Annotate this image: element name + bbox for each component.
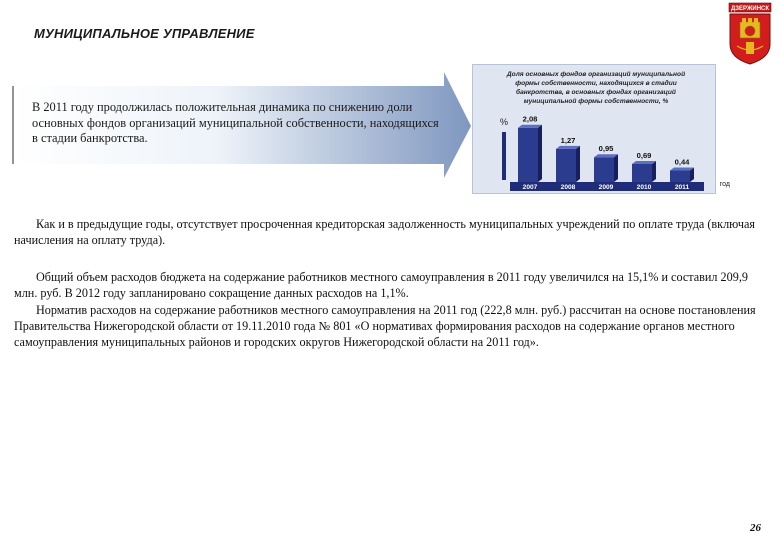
chart-title-line-3: банкротства, в основных фондах организаций <box>516 89 676 96</box>
page-number: 26 <box>750 522 761 534</box>
chart-x-tick-label: 2007 <box>522 184 538 191</box>
paragraph-2 <box>14 269 774 301</box>
chart-x-tick-label: 2010 <box>636 184 652 191</box>
chart-data-label: 0,69 <box>636 151 652 160</box>
chart-data-label: 0,95 <box>598 144 614 154</box>
chart-bar-top <box>632 161 656 164</box>
bar-chart <box>472 64 740 194</box>
paragraph-2-text: Общий объем расходов бюджета на содержание работников местного самоуправления в 2011 году увеличился на 15,1% и составил 209,9 млн. руб. В 2012 году запланировано сокращение данных расходов на 1,1%. <box>14 270 748 300</box>
chart-bar <box>556 149 576 182</box>
chart-bar-top <box>594 154 618 157</box>
chart-y-axis-band <box>502 132 506 180</box>
chart-title-line-2: формы собственности, находящихся в стадии <box>515 80 677 87</box>
page-title: МУНИЦИПАЛЬНОЕ УПРАВЛЕНИЕ <box>34 26 255 41</box>
callout-text: В 2011 году продолжилась положительная динамика по снижению доли основных фондов организаций муниципальной собственности, находящихся в стадии банкротства. <box>32 100 439 145</box>
chart-bar <box>518 128 538 182</box>
chart-x-tick-label: 2008 <box>560 184 576 191</box>
chart-bar-top <box>556 146 580 149</box>
chart-title-line-4: муниципальной формы собственности, % <box>523 98 669 105</box>
chart-x-tick-label: 2011 <box>674 184 690 191</box>
chart-bar-top <box>670 168 694 171</box>
chart-x-axis-title: год <box>719 181 730 188</box>
chart-bar-side <box>614 154 618 182</box>
emblem-caption: ДЗЕРЖИНСК <box>730 6 770 12</box>
coat-of-arms-emblem <box>727 2 773 66</box>
paragraph-1-text: Как и в предыдущие годы, отсутствует просроченная кредиторская задолженность муниципальных учреждений по оплате труда (включая начисления на оплату труда). <box>14 217 755 247</box>
chart-bar <box>670 171 690 182</box>
chart-title-line-1: Доля основных фондов организаций муниципальной <box>506 71 686 78</box>
paragraph-3 <box>14 302 774 350</box>
chart-unit-label: % <box>500 117 509 127</box>
chart-data-label: 0,44 <box>674 157 690 167</box>
paragraph-1 <box>14 216 774 248</box>
paragraph-3-text: Норматив расходов на содержание работников местного самоуправления на 2011 год (222,8 млн. руб.) рассчитан на основе постановления Правительства Нижегородской области от 19.11.2010 года № 801 «О нормативах формирования расходов на содержание органов местного самоуправления муниципальных районов и городских округов Нижегородской области на 2011 год». <box>14 303 756 349</box>
chart-bar-side <box>538 125 542 182</box>
chart-data-label: 1,27 <box>560 135 576 145</box>
chart-bar <box>632 164 652 182</box>
chart-bar-side <box>576 146 580 182</box>
chart-x-tick-label: 2009 <box>598 184 614 191</box>
chart-data-label: 2,08 <box>522 114 538 124</box>
callout-box <box>12 70 472 178</box>
chart-bar <box>594 157 614 182</box>
chart-bar-top <box>518 125 542 128</box>
chart-bar-side <box>652 161 656 182</box>
